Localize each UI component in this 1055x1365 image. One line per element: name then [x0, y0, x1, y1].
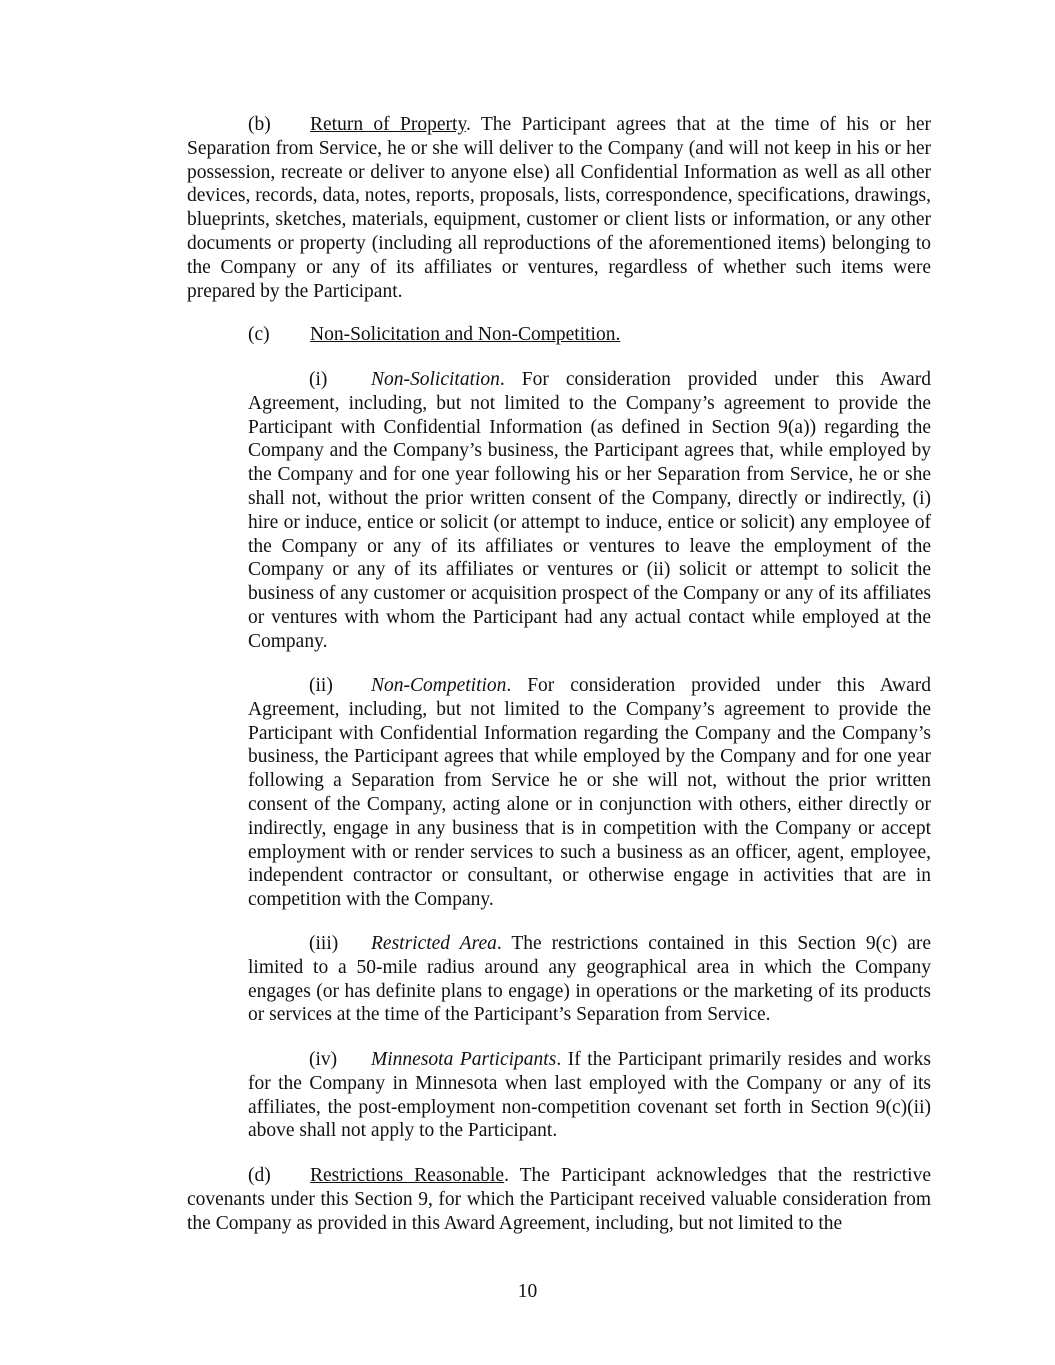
- section-c-ii-text: . For consideration provided under this Award Agreement, including, but not limited to the Company’s agreement to provide the Participant with Confidential Information regarding the Company and the Company’s business, the Participant agrees that while employed by the Company and for one year following a Separation from Service he or she will not, without the prior written consent of the Company, acting alone or in conjunction with others, either directly or indirectly, engage in any business that is in competition with the Company or accept employment with or render services to such a business as an officer, agent, employee, independent contractor or consultant, or otherwise engage in activities that are in competition with the Company.: [248, 675, 931, 911]
- page-number: 10: [517, 1281, 538, 1302]
- section-b-text: . The Participant agrees that at the time of his or her Separation from Service, he or she will deliver to the Company (and will not keep in his or her possession, recreate or deliver to anyone else) all Confidential Information as well as all other devices, records, data, notes, reports, proposals, lists, correspondence, specifications, drawings, blueprints, sketches, materials, equipment, customer or client lists or information, or any other documents or property (including all reproductions of the aforementioned items) belonging to the Company or any of its affiliates or ventures, regardless of whether such items were prepared by the Participant.: [187, 114, 931, 302]
- section-c-i-heading: Non-Solicitation: [371, 369, 500, 390]
- section-c-i-paragraph: [248, 368, 931, 654]
- section-c-iii-text: . The restrictions contained in this Section 9(c) are limited to a 50-mile radius around any geographical area in which the Company engages (or has definite plans to engage) in operations or the marketing of its products or services at the time of the Participant’s Separation from Service.: [248, 933, 931, 1026]
- section-b-paragraph: [187, 113, 931, 303]
- section-d-text: . The Participant acknowledges that the restrictive covenants under this Section 9, for which the Participant received valuable consideration from the Company as provided in this Award Agreement, including, but not limited to the: [187, 1165, 931, 1234]
- section-b-heading: Return of Property: [310, 114, 466, 135]
- section-c-iv-paragraph: [248, 1048, 931, 1143]
- section-c-iv-label: (iv): [309, 1049, 338, 1070]
- section-c-paragraph: [187, 323, 931, 347]
- section-c-iii-paragraph: [248, 932, 931, 1027]
- section-c-iii-heading: Restricted Area: [371, 933, 497, 954]
- section-c-iv-text: . If the Participant primarily resides and works for the Company in Minnesota when last employed with the Company or any of its affiliates, the post-employment non-competition covenant set forth in Section 9(c)(ii) above shall not apply to the Participant.: [248, 1049, 931, 1142]
- section-d-heading: Restrictions Reasonable: [310, 1165, 505, 1186]
- section-b-label: (b): [248, 114, 271, 135]
- section-c-iii-label: (iii): [309, 933, 339, 954]
- section-c-ii-heading: Non-Competition: [371, 675, 507, 696]
- section-c-i-label: (i): [309, 369, 328, 390]
- section-c-ii-paragraph: [248, 674, 931, 912]
- section-c-i-text: . For consideration provided under this Award Agreement, including, but not limited to the Company’s agreement to provide the Participant with Confidential Information (as defined in Section 9(a)) regarding the Company and the Company’s business, the Participant agrees that, while employed by the Company and for one year following his or her Separation from Service, he or she shall not, without the prior written consent of the Company, directly or indirectly, (i) hire or induce, entice or solicit (or attempt to induce, entice or solicit) any employee of the Company or any of its affiliates or ventures to leave the employment of the Company or any of its affiliates or ventures or (ii) solicit or attempt to solicit the business of any customer or acquisition prospect of the Company or any of its affiliates or ventures with whom the Participant had any actual contact while employed at the Company.: [248, 369, 931, 652]
- section-c-ii-label: (ii): [309, 675, 333, 696]
- section-c-label: (c): [248, 324, 270, 345]
- section-c-heading: Non-Solicitation and Non-Competition.: [310, 324, 621, 345]
- section-d-label: (d): [248, 1165, 271, 1186]
- section-d-paragraph: [187, 1164, 931, 1235]
- section-c-iv-heading: Minnesota Participants: [371, 1049, 557, 1070]
